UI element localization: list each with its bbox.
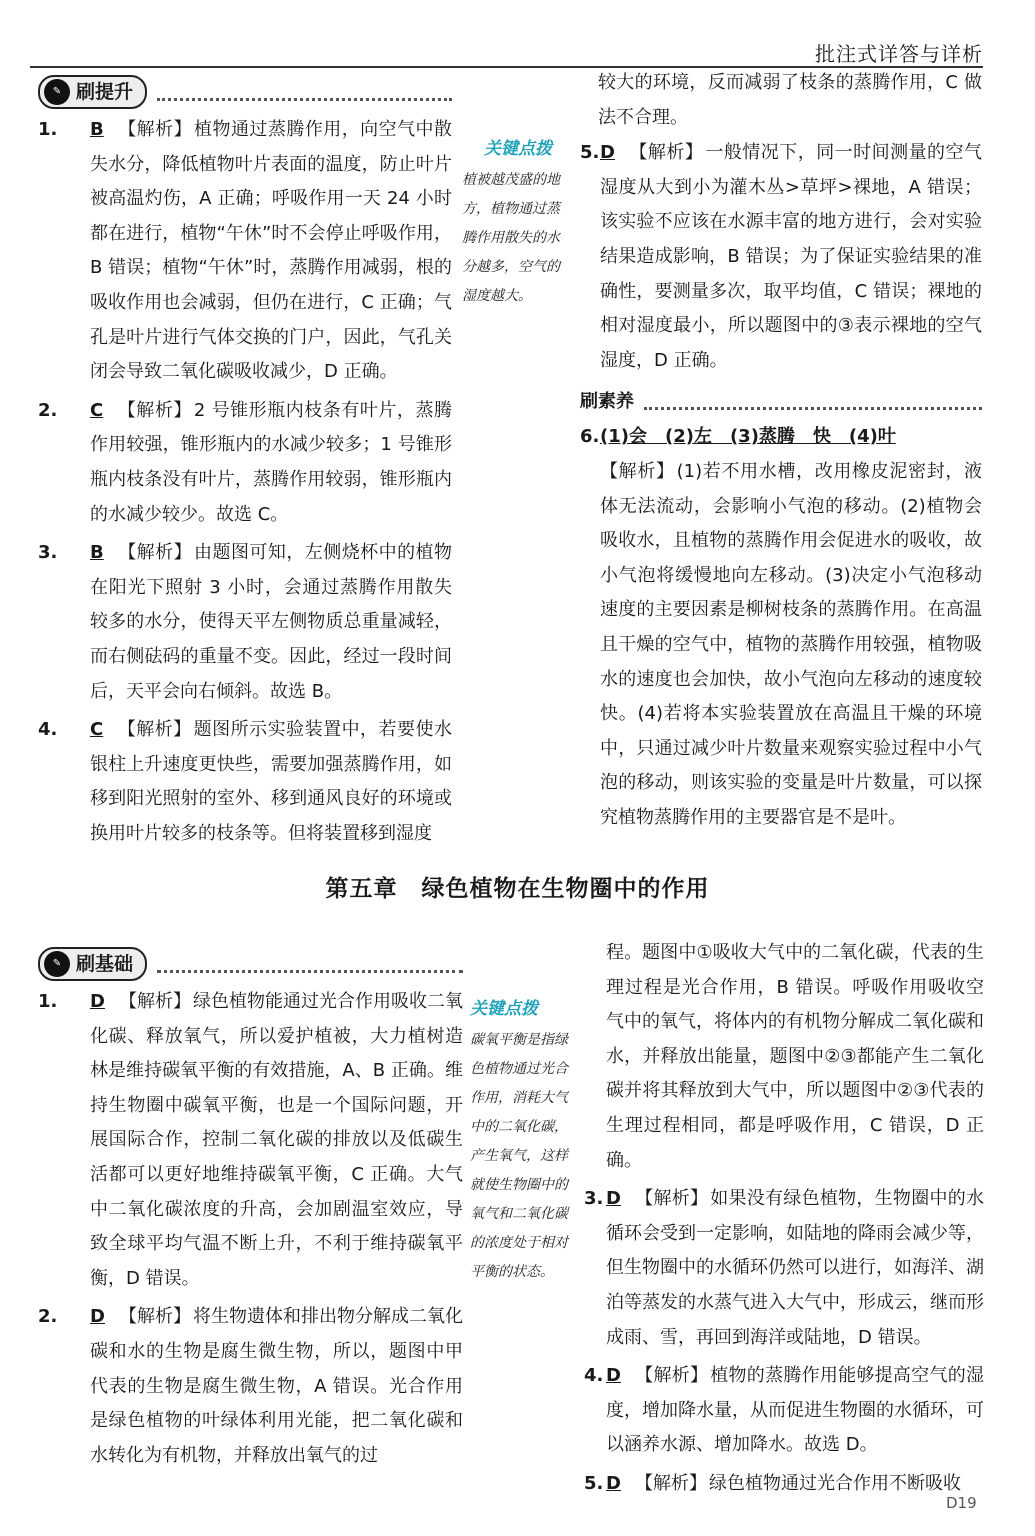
badge-label: 刷提升 — [76, 80, 134, 103]
analysis-text: 绿色植物通过光合作用不断吸收 — [708, 1472, 961, 1494]
question-body — [90, 985, 463, 1296]
question-body — [90, 713, 452, 851]
question-body — [606, 1359, 984, 1463]
analysis-tag: 【解析】 — [117, 542, 193, 564]
question-number: 6. — [580, 426, 600, 448]
question-number: 2. — [38, 399, 58, 421]
key-point-label: 关键点拨 — [470, 999, 538, 1019]
analysis-text: 题图所示实验装置中，若要使水银柱上升速度更快些，需要加强蒸腾作用，如移到阳光照射的室外、移到通风良好的环境或换用叶片较多的枝条等。但将装置移到湿度 — [90, 719, 453, 844]
top-right-column — [580, 66, 982, 835]
badge-shuatisheng — [38, 75, 147, 109]
analysis-text: 植物通过蒸腾作用，向空气中散失水分，降低植物叶片表面的温度，防止叶片被高温灼伤，A 正确；呼吸作用一天 24 小时都在进行，植物“午休”时不会停止呼吸作用，B 错误；植物“午休”时，蒸腾作用减弱，根的吸收作用也会减弱，但仍在进行，C 正确；气孔是叶片进行气体交换的门户，因此，气孔关闭会导致二氧化碳吸收减少，D 正确。 — [90, 119, 452, 383]
page-number: D19 — [946, 1494, 977, 1512]
header-title: 批注式详答与详析 — [815, 42, 983, 66]
question-5 — [584, 1467, 984, 1502]
analysis-text: 如果没有绿色植物，生物圈中的水循环会受到一定影响，如陆地的降雨会减少等，但生物圈中的水循环仍然可以进行，如海洋、湖泊等蒸发的水蒸气进入大气中，形成云，继而形成雨、雪，再回到海洋或陆地，D 错误。 — [606, 1188, 984, 1348]
analysis-tag: 【解析】 — [118, 991, 191, 1012]
key-point-note: 碳氧平衡是指绿色植物通过光合作用，消耗大气中的二氧化碳，产生氧气，这样就使生物圈中的氧气和二氧化碳的浓度处于相对平衡的状态。 — [470, 1032, 568, 1280]
question-number: 3. — [584, 1188, 604, 1210]
analysis-text: (1)若不用水槽，改用橡皮泥密封，液体无法流动，会影响小气泡的移动。(2)植物会吸收水，且植物的蒸腾作用会促进水的吸收，故小气泡将缓慢地向左移动。(3)决定小气泡移动速度的主要因素是柳树枝条的蒸腾作用。在高温且干燥的空气中，植物的蒸腾作用较强，植物吸水的速度也会加快，故小气泡向左移动的速度较快。(4)若将本实验装置放在高温且干燥的环境中，只通过减少叶片数量来观察实验过程中小气泡的移动，则该实验的变量是叶片数量，可以探究植物蒸腾作用的主要器官是不是叶。 — [600, 460, 983, 828]
question-number: 4. — [584, 1365, 604, 1387]
question-number: 4. — [38, 719, 58, 741]
section-head-tisheng — [38, 72, 452, 112]
answer-letter: D — [600, 142, 615, 164]
section-head-jichu — [38, 944, 463, 984]
analysis-tag: 【解析】 — [600, 460, 675, 482]
analysis-text: 一般情况下，同一时间测量的空气湿度从大到小为灌木丛>草坪>裸地，A 错误；该实验不应该在水源丰富的地方进行，会对实验结果造成影响，B 错误；为了保证实验结果的准确性，要测量多次，取平均值，C 错误；裸地的相对湿度最小，所以题图中的③表示裸地的空气湿度，D 正确。 — [600, 142, 983, 371]
question-number: 2. — [38, 1306, 58, 1328]
analysis-tag: 【解析】 — [634, 1365, 709, 1387]
question-number: 1. — [38, 991, 58, 1012]
analysis-text: 将生物遗体和排出物分解成二氧化碳和水的生物是腐生微生物，所以，题图中甲代表的生物是腐生微生物，A 错误。光合作用是绿色植物的叶绿体利用光能，把二氧化碳和水转化为有机物，并释放出氧气的过 — [90, 1306, 464, 1466]
answer-letter: C — [90, 399, 104, 421]
dotted-rule — [157, 84, 452, 101]
question-4 — [38, 713, 452, 851]
question-body — [90, 394, 452, 532]
answer-letter: D — [606, 1188, 621, 1210]
question-body — [90, 1300, 463, 1473]
analysis-tag: 【解析】 — [634, 1188, 709, 1210]
dotted-rule — [644, 395, 982, 410]
dotted-rule — [157, 956, 463, 973]
question-body — [90, 113, 452, 390]
question-body — [606, 1467, 984, 1502]
bottom-left-column — [38, 944, 463, 1473]
key-point-label: 关键点拨 — [484, 139, 552, 159]
question-3 — [38, 536, 452, 709]
analysis-text: 由题图可知，左侧烧杯中的植物在阳光下照射 3 小时，会通过蒸腾作用散失较多的水分，使得天平左侧物质总重量减轻，而右侧砝码的重量不变。因此，经过一段时间后，天平会向右倾斜。故选 B。 — [90, 542, 452, 702]
question-number: 3. — [38, 542, 58, 564]
question-body — [600, 420, 982, 835]
question-4 — [584, 1359, 984, 1463]
analysis-tag: 【解析】 — [628, 142, 704, 164]
answer-letter: D — [90, 991, 105, 1012]
answer-letter: D — [606, 1365, 621, 1387]
top-left-column — [38, 72, 452, 851]
answer-letter: B — [90, 542, 104, 564]
key-point-note: 植被越茂盛的地方，植物通过蒸腾作用散失的水分越多，空气的湿度越大。 — [462, 172, 560, 304]
question-6 — [580, 420, 982, 835]
question-1 — [38, 113, 452, 390]
question-2 — [38, 1300, 463, 1473]
answer-letter: C — [90, 719, 104, 741]
question-1 — [38, 985, 463, 1296]
question-body — [600, 136, 982, 378]
analysis-tag: 【解析】 — [634, 1472, 707, 1494]
question-number: 5. — [584, 1472, 604, 1494]
question-body — [606, 1182, 984, 1355]
badge-shuajichu — [38, 947, 147, 981]
question-5 — [580, 136, 982, 378]
question-number: 1. — [38, 119, 58, 140]
analysis-tag: 【解析】 — [118, 1306, 191, 1328]
analysis-text: 绿色植物能通过光合作用吸收二氧化碳、释放氧气，所以爱护植被，大力植树造林是维持碳氧平衡的有效措施，A、B 正确。维持生物圈中碳氧平衡，也是一个国际问题，开展国际合作，控制二氧化碳的排放以及低碳生活都可以更好地维持碳氧平衡，C 正确。大气中二氧化碳浓度的升高，会加剧温室效应，导致全球平均气温不断上升，不利于维持碳氧平衡，D 错误。 — [90, 991, 464, 1289]
analysis-tag: 【解析】 — [117, 399, 192, 421]
analysis-text: 植物的蒸腾作用能够提高空气的湿度，增加降水量，从而促进生物圈的水循环，可以涵养水源、增加降水。故选 D。 — [606, 1365, 984, 1456]
chapter-title: 第五章 绿色植物在生物圈中的作用 — [325, 876, 710, 902]
bottom-right-column — [584, 936, 984, 1502]
pen-icon: ✎ — [44, 951, 70, 977]
subhead-label: 刷素养 — [580, 391, 634, 413]
q4-continuation: 较大的环境，反而减弱了枝条的蒸腾作用，C 做法不合理。 — [598, 72, 982, 128]
badge-label: 刷基础 — [76, 952, 134, 975]
q2-continuation: 程。题图中①吸收大气中的二氧化碳，代表的生理过程是光合作用，B 错误。呼吸作用吸收空气中的氧气，将体内的有机物分解成二氧化碳和水，并释放出能量，题图中②③都能产生二氧化碳并将其释放到大气中，所以题图中②③代表的生理过程相同，都是呼吸作用，C 错误，D 正确。 — [606, 942, 984, 1171]
subhead-suyang — [580, 386, 982, 418]
question-3 — [584, 1182, 984, 1355]
analysis-tag: 【解析】 — [117, 719, 192, 741]
answer-line: (1)会 (2)左 (3)蒸腾 快 (4)叶 — [600, 426, 896, 448]
analysis-text: 2 号锥形瓶内枝条有叶片，蒸腾作用较强，锥形瓶内的水减少较多；1 号锥形瓶内枝条没有叶片，蒸腾作用较弱，锥形瓶内的水减少较少。故选 C。 — [90, 399, 452, 525]
question-2 — [38, 394, 452, 532]
answer-letter: D — [90, 1306, 105, 1328]
answer-letter: B — [90, 119, 104, 140]
analysis-tag: 【解析】 — [117, 119, 193, 140]
pen-icon: ✎ — [44, 79, 70, 105]
answer-letter: D — [606, 1472, 621, 1494]
question-body — [90, 536, 452, 709]
question-number: 5. — [580, 142, 600, 164]
